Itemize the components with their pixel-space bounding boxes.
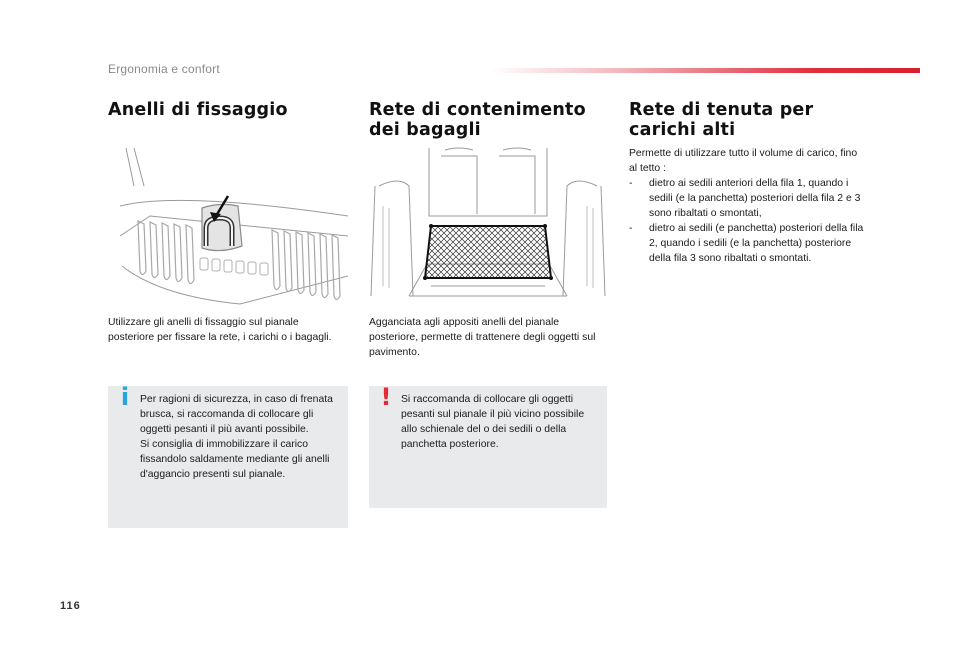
info-note-text: Per ragioni di sicurezza, in caso di frenata brusca, si raccomanda di collocare gli oggetti pesanti il più avanti possibile. Si consiglia di immobilizzare il carico fissandolo saldamente mediante gli anelli d'aggancio presenti sul pianale. bbox=[140, 394, 333, 480]
high-load-intro: Permette di utilizzare tutto il volume di carico, fino al tetto : bbox=[629, 148, 858, 174]
text-high-load-net bbox=[629, 146, 865, 266]
bullet-text: dietro ai sedili (e panchetta) posteriori della fila 2, quando i sedili (e la panchetta) posteriore della fila 3 sono ribaltati o smontati. bbox=[649, 223, 864, 264]
illustration-fixing-ring bbox=[120, 146, 348, 306]
warning-note-loading bbox=[369, 383, 607, 508]
section-title: Ergonomia e confort bbox=[108, 62, 220, 76]
list-item bbox=[629, 221, 865, 266]
fixing-ring-drawing bbox=[120, 146, 348, 306]
warning-note-text: Si raccomanda di collocare gli oggetti pesanti sul pianale il più vicino possibile allo schienale del o dei sedili o della panchetta posteriore. bbox=[401, 394, 585, 450]
warning-icon: ! bbox=[380, 383, 392, 411]
heading-luggage-net: Rete di contenimento dei bagagli bbox=[369, 100, 586, 140]
info-icon: i bbox=[120, 383, 130, 411]
column-high-load-net bbox=[629, 100, 865, 140]
list-item bbox=[629, 176, 865, 221]
page-number: 116 bbox=[60, 600, 81, 612]
info-note-safety bbox=[108, 383, 348, 528]
header-accent-bar bbox=[490, 68, 920, 73]
text-luggage-net: Agganciata agli appositi anelli del pianale posteriore, permette di trattenere degli oggetti sul pavimento. bbox=[369, 317, 596, 358]
bullet-dash: - bbox=[629, 223, 633, 234]
heading-high-load-net: Rete di tenuta per carichi alti bbox=[629, 100, 814, 140]
illustration-luggage-net bbox=[369, 146, 607, 306]
bullet-text: dietro ai sedili anteriori della fila 1, quando i sedili (e la panchetta) posteriori della fila 2 e 3 sono ribaltati o smontati, bbox=[649, 178, 861, 219]
column-fixing-rings bbox=[108, 100, 348, 120]
heading-fixing-rings: Anelli di fissaggio bbox=[108, 100, 288, 120]
bullet-dash: - bbox=[629, 178, 633, 189]
luggage-net-drawing bbox=[369, 146, 607, 306]
column-luggage-net bbox=[369, 100, 609, 140]
text-fixing-rings: Utilizzare gli anelli di fissaggio sul pianale posteriore per fissare la rete, i carichi o i bagagli. bbox=[108, 317, 332, 343]
